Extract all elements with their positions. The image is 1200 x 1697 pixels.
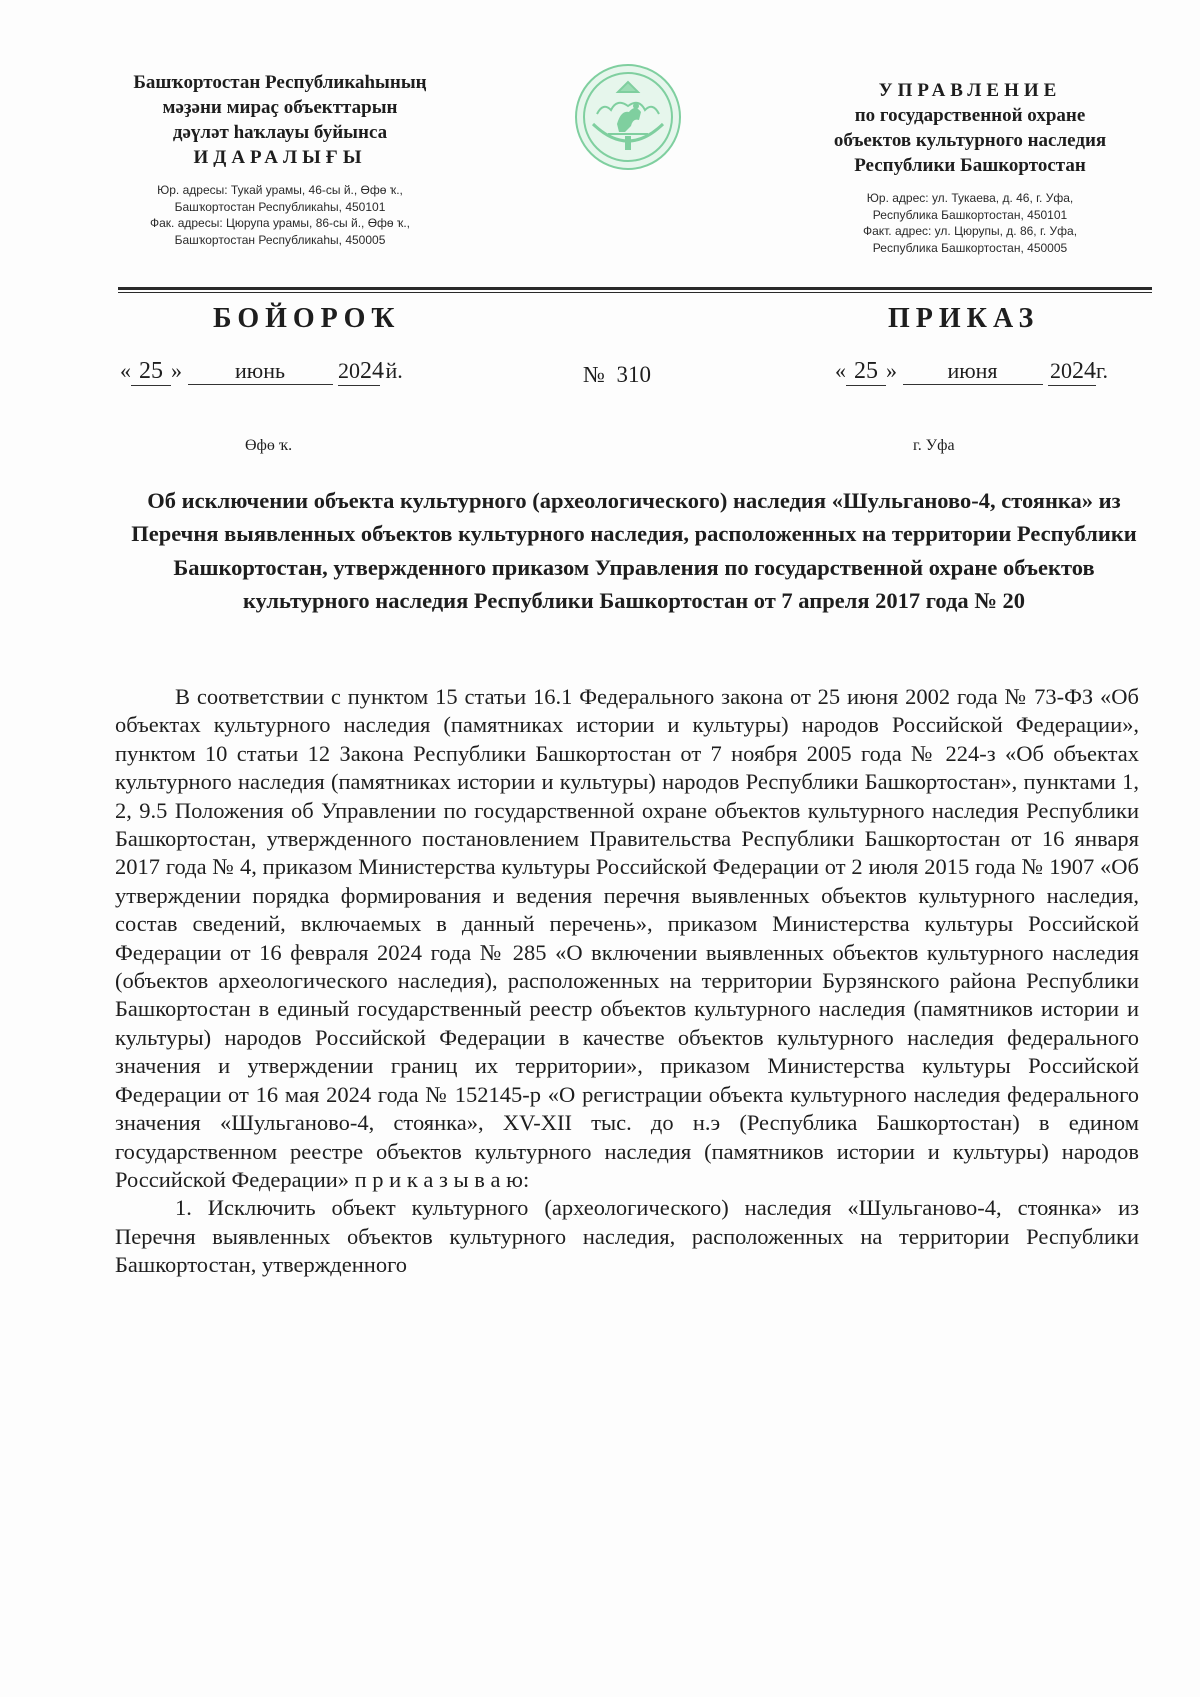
preamble-paragraph: В соответствии с пунктом 15 статьи 16.1 Федерального закона от 25 июня 2002 года № 73-ФЗ «Об объектах культурного наследия (памятниках истории и культуры) народов Российской Федерации», пунктом 10 статьи 12 Закона Республики Башкортостан от 7 ноября 2005 года № 224-з «Об объектах культурного наследия (памятниках истории и культуры) народов Республики Башкортостан», пунктами 1, 2, 9.5 Положения об Управлении по государственной охране объектов культурного наследия Республики Башкортостан, утвержденного постановлением Правительства Республики Башкортостан от 16 января 2017 года № 4, приказом Министерства культуры Российской Федерации от 2 июля 2015 года № 1907 «Об утверждении порядка формирования и ведения перечня выявленных объектов культурного наследия, состав сведений, включаемых в данный перечень», приказом Министерства культуры Российской Федерации от 16 февраля 2024 года № 285 «О включении выявленных объектов культурного наследия (объектов археологического наследия), расположенных на территории Бурзянского района Республики Башкортостан в единый государственный реестр объектов культурного наследия (памятников истории и культуры) народов Российской Федерации в качестве объектов культурного наследия федерального значения и утверждении границ их территории», приказом Министерства культуры Российской Федерации от 16 мая 2024 года № 152145-р «О регистрации объекта культурного наследия федерального значения «Шульганово-4, стоянка», XV-XII тыс. до н.э (Республика Башкортостан) в едином государственном реестре объектов культурного наследия (памятников истории и культуры) народов Российской Федерации» п р и к а з ы в а ю: [115, 684, 1139, 1192]
address-line: Башҡортостан Республикаһы, 450005 [174, 232, 386, 247]
address-line: Факт. адрес: ул. Цюрупы, д. 86, г. Уфа, [862, 224, 1078, 238]
bashkortostan-emblem-icon [573, 62, 683, 172]
header-divider [118, 292, 1152, 293]
date-bashkir [120, 358, 403, 386]
org-name-line: дәүләт һаҡлауы буйынса [172, 122, 388, 143]
org-address [100, 182, 460, 248]
year-prefix: 20 [338, 358, 360, 383]
address-line: Республика Башкортостан, 450101 [872, 207, 1068, 222]
place-bashkir: Өфө ҡ. [245, 437, 293, 454]
org-name-line: объектов культурного наследия [833, 130, 1107, 151]
address-line: Юр. адрес: ул. Тукаева, д. 46, г. Уфа, [866, 191, 1074, 205]
year-prefix: 20 [1050, 358, 1072, 383]
address-line: Башҡортостан Республикаһы, 450101 [174, 199, 386, 214]
header-left-block [100, 70, 460, 248]
org-address [790, 190, 1150, 256]
quote-close: » [171, 358, 182, 383]
date-year [338, 358, 384, 386]
number-value: 310 [616, 362, 651, 387]
quote-open: « [835, 358, 846, 383]
org-name-line: Башҡортостан Республикаһының [133, 72, 427, 93]
org-name-line: мәҙәни мираҫ объекттарын [162, 97, 398, 118]
date-month: июнь [188, 358, 333, 385]
doc-kind-bashkir: БОЙОРОҠ [213, 303, 401, 334]
order-number [583, 362, 651, 388]
address-line: Юр. адресы: Тукай урамы, 46-сы й., Өфө ҡ., [157, 183, 403, 197]
date-suffix: й. [385, 358, 403, 383]
org-name-line: ИДАРАЛЫҒЫ [193, 147, 367, 168]
date-day: 25 [846, 358, 886, 386]
org-name-line: по государственной охране [854, 105, 1086, 126]
order-body [115, 683, 1139, 1280]
date-year [1048, 358, 1096, 386]
date-suffix: г. [1096, 358, 1109, 383]
header-right-block [790, 78, 1150, 256]
order-item-1: 1. Исключить объект культурного (археологического) наследия «Шульганово-4, стоянка» из Перечня выявленных объектов культурного наследия, расположенных на территории Республики Башкортостан, утвержденного [115, 1195, 1139, 1278]
date-russian [835, 358, 1108, 386]
org-name-line: Республики Башкортостан [854, 155, 1086, 176]
quote-close: » [886, 358, 897, 383]
address-line: Республика Башкортостан, 450005 [872, 240, 1068, 255]
doc-kind-russian: ПРИКАЗ [888, 303, 1040, 334]
date-day: 25 [131, 358, 171, 386]
order-title: Об исключении объекта культурного (археологического) наследия «Шульганово-4, стоянка» из Перечня выявленных объектов культурного наследия, расположенных на территории Республики Башкортостан, утвержденного приказом Управления по государственной охране объектов культурного наследия Республики Башкортостан от 7 апреля 2017 года № 20 [131, 488, 1137, 614]
date-month: июня [903, 358, 1043, 385]
place-russian: г. Уфа [913, 437, 955, 454]
year-suffix: 24 [360, 358, 384, 384]
number-sign: № [583, 362, 605, 387]
org-name-line: УПРАВЛЕНИЕ [878, 80, 1062, 101]
address-line: Фак. адресы: Цюрупа урамы, 86-сы й., Өфө ҡ., [149, 216, 411, 230]
quote-open: « [120, 358, 131, 383]
year-suffix: 24 [1072, 358, 1096, 384]
header-divider [118, 287, 1152, 290]
